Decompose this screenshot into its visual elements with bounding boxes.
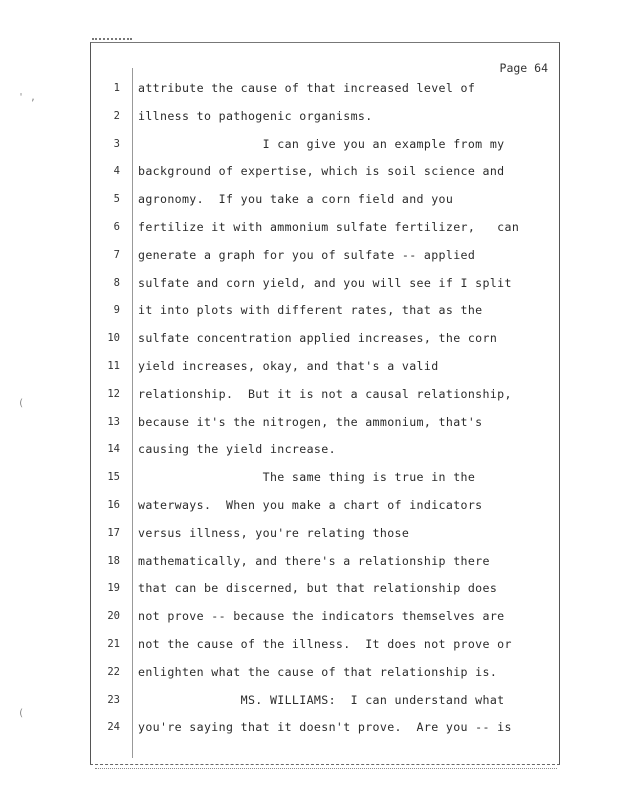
line-text: illness to pathogenic organisms. xyxy=(138,108,373,123)
transcript-line xyxy=(0,330,618,350)
line-text: enlighten what the cause of that relationship is. xyxy=(138,664,498,679)
line-number: 15 xyxy=(107,471,120,484)
transcript-line xyxy=(0,636,618,656)
line-number: 18 xyxy=(107,554,120,567)
line-text: versus illness, you're relating those xyxy=(138,525,410,540)
line-text: mathematically, and there's a relationship there xyxy=(138,553,490,568)
line-number: 14 xyxy=(107,443,120,456)
transcript-line xyxy=(0,497,618,517)
line-text: waterways. When you make a chart of indicators xyxy=(138,498,483,512)
line-text: agronomy. If you take a corn field and you xyxy=(138,192,454,207)
line-text: The same thing is true in the xyxy=(138,470,476,485)
line-number: 6 xyxy=(113,221,120,233)
line-number: 10 xyxy=(107,332,120,345)
line-number: 19 xyxy=(107,582,120,595)
scan-artifact-left: ( xyxy=(18,398,25,409)
transcript-line xyxy=(0,525,618,545)
line-text: generate a graph for you of sulfate -- applied xyxy=(138,247,476,262)
page-frame-bottom-dotted xyxy=(95,768,557,769)
transcript-line xyxy=(0,302,618,322)
line-number: 4 xyxy=(113,165,120,178)
scan-artifact-left: ( xyxy=(18,708,25,719)
line-text: causing the yield increase. xyxy=(138,442,336,457)
transcript-line xyxy=(0,108,618,128)
line-text: it into plots with different rates, that as the xyxy=(138,303,483,318)
line-number: 16 xyxy=(107,499,120,511)
transcript-line xyxy=(0,719,618,739)
transcript-line xyxy=(0,386,618,406)
line-text: not the cause of the illness. It does not prove or xyxy=(138,637,512,651)
line-number: 7 xyxy=(113,248,120,261)
page-frame-bottom xyxy=(90,764,560,765)
line-number: 11 xyxy=(107,360,120,372)
line-text: background of expertise, which is soil science and xyxy=(138,164,505,179)
line-number: 3 xyxy=(113,137,120,150)
transcript-line xyxy=(0,80,618,100)
line-text: sulfate and corn yield, and you will see if I split xyxy=(138,275,512,290)
transcript-line xyxy=(0,414,618,434)
line-number: 22 xyxy=(107,665,120,678)
line-text: MS. WILLIAMS: I can understand what xyxy=(138,692,505,707)
line-text: because it's the nitrogen, the ammonium, that's xyxy=(138,414,483,429)
line-text: attribute the cause of that increased level of xyxy=(138,81,476,95)
scan-artifact-left: ' , xyxy=(18,92,37,103)
transcript-line xyxy=(0,163,618,183)
line-text: you're saying that it doesn't prove. Are you -- is xyxy=(138,720,512,735)
transcript-line xyxy=(0,275,618,295)
transcript-line xyxy=(0,358,618,378)
transcript-line xyxy=(0,469,618,489)
line-number: 20 xyxy=(107,610,120,623)
transcript-line xyxy=(0,553,618,573)
line-number: 2 xyxy=(113,109,120,122)
line-number: 17 xyxy=(107,526,120,539)
line-number: 1 xyxy=(113,82,120,94)
transcript-line xyxy=(0,219,618,239)
page-number: Page 64 xyxy=(499,61,548,75)
line-number: 5 xyxy=(113,193,120,206)
line-number: 8 xyxy=(113,276,120,289)
transcript-line xyxy=(0,247,618,267)
line-text: fertilize it with ammonium sulfate fertilizer, can xyxy=(138,220,520,234)
transcript-line xyxy=(0,136,618,156)
line-number: 21 xyxy=(107,638,120,650)
scan-artifact-top xyxy=(92,38,132,40)
transcript-line xyxy=(0,664,618,684)
line-text: yield increases, okay, and that's a valid xyxy=(138,359,439,373)
line-text: I can give you an example from my xyxy=(138,136,505,151)
transcript-line xyxy=(0,608,618,628)
transcript-line xyxy=(0,692,618,712)
transcript-line xyxy=(0,580,618,600)
transcript-line xyxy=(0,441,618,461)
line-number: 13 xyxy=(107,415,120,428)
line-text: that can be discerned, but that relationship does xyxy=(138,581,498,596)
line-number: 24 xyxy=(107,721,120,734)
line-number: 23 xyxy=(107,693,120,706)
line-number: 9 xyxy=(113,304,120,317)
line-text: relationship. But it is not a causal relationship, xyxy=(138,386,512,401)
line-text: not prove -- because the indicators themselves are xyxy=(138,609,505,624)
transcript-line xyxy=(0,191,618,211)
line-text: sulfate concentration applied increases, the corn xyxy=(138,331,498,346)
line-number: 12 xyxy=(107,387,120,400)
